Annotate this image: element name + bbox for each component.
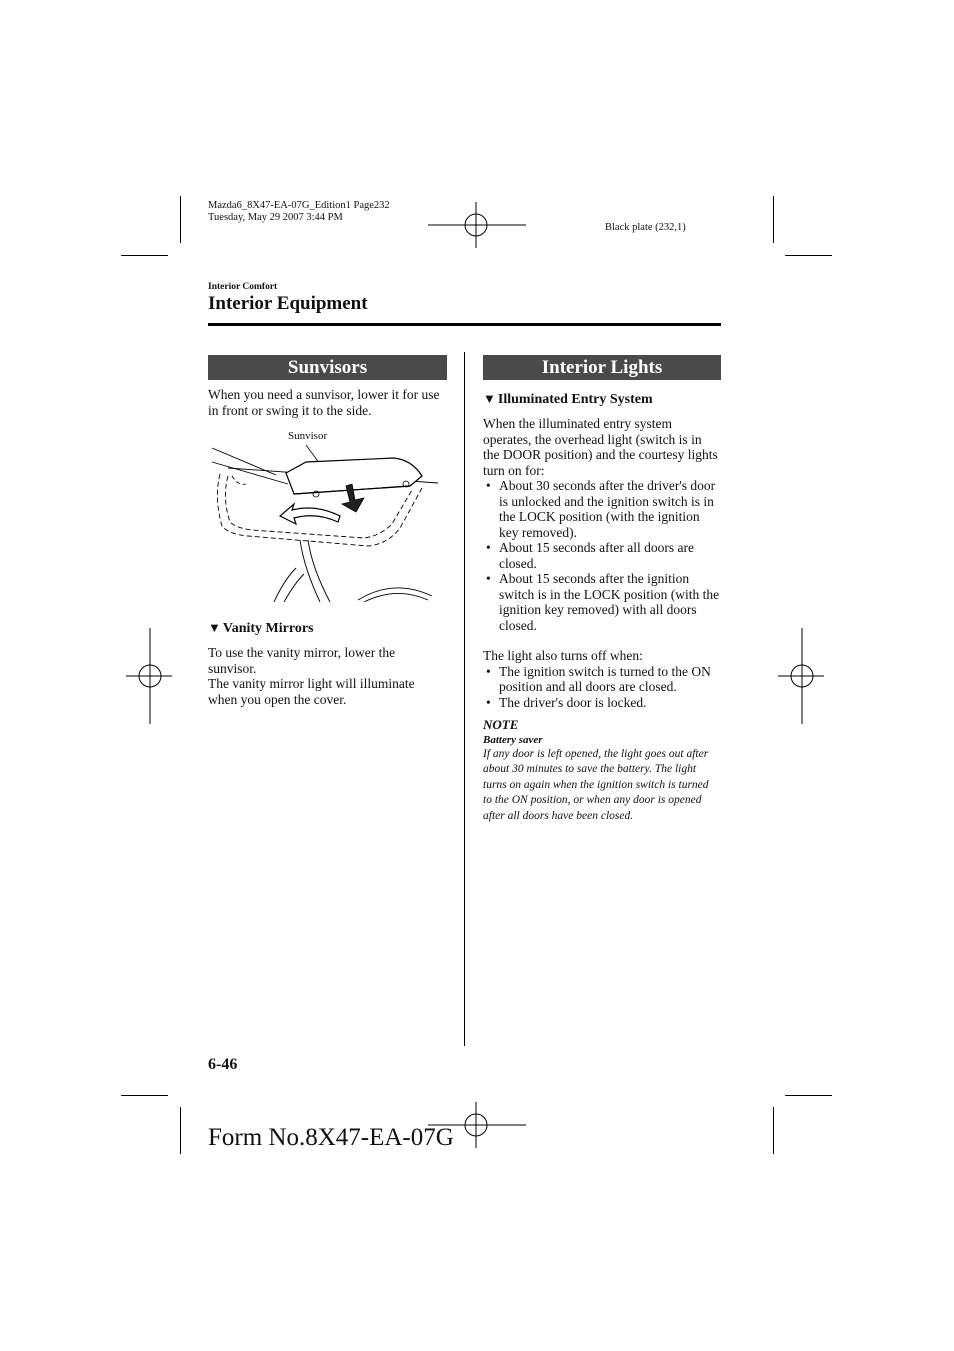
crop-mark (785, 1095, 832, 1096)
column-divider (464, 352, 465, 1046)
crop-mark (180, 196, 181, 243)
triangle-down-icon: ▼ (208, 620, 221, 635)
vanity-mirrors-heading (208, 620, 313, 637)
figure-label: Sunvisor (288, 430, 328, 442)
crop-mark (785, 255, 832, 256)
list-item: • About 15 seconds after the ignition switch is in the LOCK position (with the ignition key removed) with all doors closed. (483, 571, 720, 633)
page-number: 6-46 (208, 1056, 238, 1073)
vanity-mirrors-heading-text: Vanity Mirrors (222, 621, 314, 636)
light-off-list (483, 664, 720, 711)
print-file-info: Mazda6_8X47-EA-07G_Edition1 Page232 (208, 200, 390, 211)
note-title: NOTE (483, 717, 519, 732)
light-off-intro: The light also turns off when: (483, 648, 643, 663)
illuminated-entry-heading-text: Illuminated Entry System (497, 392, 653, 407)
triangle-down-icon: ▼ (483, 391, 496, 406)
list-item: • The ignition switch is turned to the ON position and all doors are closed. (483, 664, 720, 695)
registration-mark-icon (428, 202, 526, 248)
crop-mark (121, 1095, 168, 1096)
entry-intro: When the illuminated entry system operates, the overhead light (switch is in the DOOR position) and the courtesy lights turn on for: (483, 416, 718, 478)
light-on-list (483, 478, 720, 633)
sunvisors-intro: When you need a sunvisor, lower it for use in front or swing it to the side. (208, 387, 440, 418)
note-subtitle: Battery saver (483, 733, 543, 746)
chapter-label: Interior Comfort (208, 282, 278, 292)
list-item: • About 30 seconds after the driver's door is unlocked and the ignition switch is in the LOCK position (with the ignition key removed). (483, 478, 720, 540)
sunvisor-drawing (208, 428, 440, 602)
sunvisor-illustration (208, 428, 440, 602)
interior-lights-heading: Interior Lights (483, 355, 721, 380)
list-item: • About 15 seconds after all doors are closed. (483, 540, 720, 571)
crop-mark (773, 1107, 774, 1154)
form-number: Form No.8X47-EA-07G (208, 1124, 454, 1151)
page-title: Interior Equipment (208, 293, 368, 314)
crop-mark (773, 196, 774, 243)
list-item: • The driver's door is locked. (483, 695, 720, 711)
vanity-mirrors-text (208, 645, 443, 707)
crop-mark (121, 255, 168, 256)
note-body: If any door is left opened, the light goes out after about 30 minutes to save the battery. The light turns on again when the ignition switch is turned to the ON position, or when any door is opened after all doors have been closed. (483, 747, 709, 822)
crop-mark (180, 1107, 181, 1154)
registration-mark-icon (778, 628, 824, 724)
vanity-paragraph: The vanity mirror light will illuminate when you open the cover. (208, 676, 415, 707)
print-date-info: Tuesday, May 29 2007 3:44 PM (208, 212, 343, 223)
illuminated-entry-heading (483, 391, 653, 408)
vanity-paragraph: To use the vanity mirror, lower the sunvisor. (208, 645, 396, 676)
title-rule (208, 323, 721, 326)
black-plate-label: Black plate (232,1) (605, 222, 686, 233)
interior-lights-body (483, 416, 720, 824)
sunvisors-heading: Sunvisors (208, 355, 447, 380)
registration-mark-icon (126, 628, 172, 724)
